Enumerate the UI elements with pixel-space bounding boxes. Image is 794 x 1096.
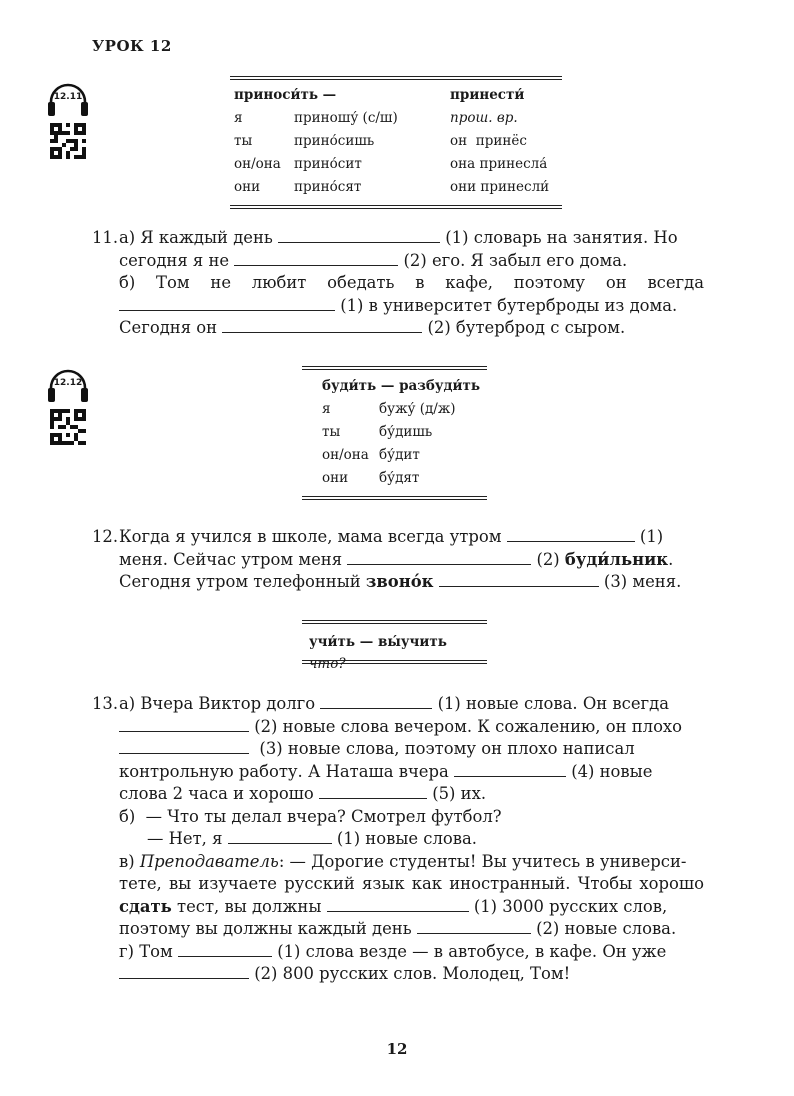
audio-track-label: 12.11 [53,92,83,102]
verb-form: прино́сит [294,155,362,172]
answer-blank[interactable] [228,829,332,844]
audio-track-label: 12.12 [53,378,83,388]
answer-blank[interactable] [347,550,531,565]
exercise-text: контрольную работу. А Наташа вчера [119,761,449,781]
answer-blank[interactable] [327,897,469,912]
exercise-11 [92,227,704,340]
exercise-text: меня. Сейчас утром меня [119,549,343,569]
audio-headphones-icon[interactable] [46,368,90,404]
answer-blank[interactable] [119,296,335,311]
exercise-text: г) Том [119,941,173,961]
exercise-text: Когда я учился в школе, мама всегда утром [119,527,502,546]
verb-form: приношу́ (с/ш) [294,109,398,126]
verb-form: прино́сят [294,178,362,195]
italic-word: Преподаватель [139,851,279,871]
verb-form: бу́дишь [379,423,433,440]
verb-heading: приноси́ть — [234,86,337,103]
box-top-rule [302,366,487,370]
case-question: что? [309,656,346,672]
conjugation-box-budit [302,366,487,500]
exercise-text: тест, вы должны [177,896,322,916]
exercise-text: (2) его. Я забыл его дома. [403,250,628,270]
exercise-text: . [668,549,674,569]
bold-word: буди́льник [564,549,669,569]
pronoun: он/она [322,446,369,463]
exercise-text: поэтому вы должны каждый день [119,919,412,938]
exercise-text: (1) слова везде — в автобусе, в кафе. Он уже [277,941,667,961]
exercise-text: Сегодня утром телефонный [119,572,361,591]
box-bottom-rule [302,496,487,500]
pronoun: они [322,469,349,486]
exercise-text: (3) меня. [603,572,682,591]
answer-blank[interactable] [417,919,531,934]
exercise-text: (1) [639,527,664,546]
answer-blank[interactable] [234,251,398,266]
lesson-title: УРОК 12 [92,37,172,55]
pronoun: он/она [234,155,281,172]
answer-blank[interactable] [278,228,440,243]
exercise-text: (2) [536,549,560,569]
exercise-text: тете, вы изучаете русский язык как иностранный. Чтобы хорошо [119,874,704,893]
exercise-number: 13. [92,694,119,713]
exercise-text: в) [119,851,135,871]
pronoun: ты [322,423,341,440]
verb-form: бу́дят [379,469,420,486]
verb-heading: учи́ть — вы́учить [309,634,447,650]
exercise-13 [92,693,704,986]
answer-blank[interactable] [319,784,427,799]
page-number: 12 [386,1040,408,1058]
exercise-text: а) Я каждый день [119,228,273,247]
exercise-text: (1) новые слова. Он всегда [437,694,669,713]
exercise-text: б) — Что ты делал вчера? Смотрел футбол? [119,806,502,826]
exercise-text: (4) новые [571,761,653,781]
exercise-text: (2) 800 русских слов. Молодец, Том! [254,964,571,983]
exercise-text: Сегодня он [119,318,218,337]
exercise-text: — Нет, я [147,829,223,848]
answer-blank[interactable] [119,739,249,754]
bold-word: сдать [119,896,172,916]
box-top-rule [230,76,562,80]
exercise-text: (3) новые слова, поэтому он плохо написал [259,739,635,758]
exercise-text: сегодня я не [119,250,230,270]
answer-blank[interactable] [439,572,599,587]
past-tense-label: прош. вр. [450,109,518,126]
verb-heading-perfective: принести́ [450,86,525,103]
exercise-text: (2) новые слова. [536,919,677,938]
qr-code-icon [50,409,86,445]
verb-form: бужу́ (д/ж) [379,400,456,417]
exercise-text: (1) новые слова. [336,829,477,848]
answer-blank[interactable] [507,527,635,542]
past-form: они принесли́ [450,178,550,195]
verb-form: прино́сишь [294,132,375,149]
pronoun: ты [234,132,253,149]
exercise-text: а) Вчера Виктор долго [119,694,316,713]
answer-blank[interactable] [320,694,432,709]
pronoun: я [322,400,331,417]
exercise-number: 12. [92,527,119,546]
answer-blank[interactable] [119,717,249,732]
answer-blank[interactable] [222,318,422,333]
conjugation-box-prinosit [230,76,562,209]
exercise-text: б) Том не любит обедать в кафе, поэтому он всегда [119,273,704,292]
exercise-text: (2) бутерброд с сыром. [427,318,626,337]
exercise-text: (1) в университет бутерброды из дома. [340,295,678,315]
verb-box-uchit [302,620,487,672]
answer-blank[interactable] [119,964,249,979]
exercise-text: : — Дорогие студенты! Вы учитесь в универси- [278,851,687,871]
exercise-number: 11. [92,228,119,247]
qr-code-icon [50,123,86,159]
answer-blank[interactable] [454,762,566,777]
verb-form: бу́дит [379,446,420,463]
exercise-text: слова 2 часа и хорошо [119,784,314,803]
audio-headphones-icon[interactable] [46,82,90,118]
exercise-text: (5) их. [432,784,487,803]
pronoun: я [234,109,243,126]
past-form: она принесла́ [450,155,548,172]
answer-blank[interactable] [178,942,272,957]
exercise-text: (1) 3000 русских слов, [473,896,668,916]
verb-heading: буди́ть — разбуди́ть [322,377,481,394]
exercise-text: (1) словарь на занятия. Но [445,228,678,247]
past-form: он принёс [450,132,527,149]
exercise-12 [92,526,704,594]
exercise-text: (2) новые слова вечером. К сожалению, он плохо [254,716,683,736]
pronoun: они [234,178,261,195]
bold-word: звоно́к [365,572,434,591]
box-bottom-rule [230,205,562,209]
